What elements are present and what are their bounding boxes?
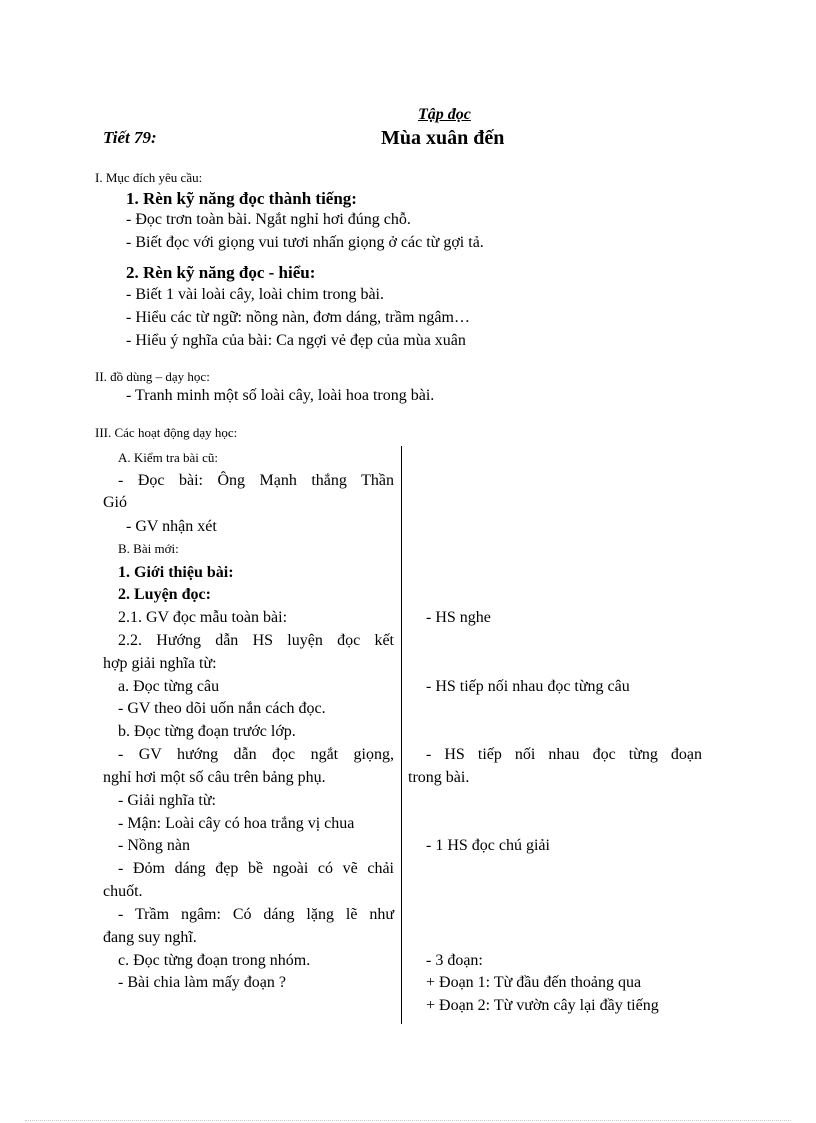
activity-line: - Nồng nàn: [118, 837, 190, 854]
activity-line: - GV nhận xét: [126, 518, 217, 535]
activity-line: - Đọc bài: Ông Mạnh thắng Thần: [118, 472, 394, 489]
activity-line: b. Đọc từng đoạn trước lớp.: [118, 723, 296, 740]
activity-line: - Giải nghĩa từ:: [118, 792, 216, 809]
column-divider: [401, 446, 402, 1024]
part-a-heading: A. Kiểm tra bài cũ:: [118, 450, 218, 465]
activity-line: - Đỏm dáng đẹp bề ngoài có vẽ chải: [118, 860, 394, 877]
student-activity: + Đoạn 2: Từ vườn cây lại đầy tiếng: [426, 997, 659, 1014]
student-activity: + Đoạn 1: Từ đầu đến thoảng qua: [426, 974, 642, 991]
activity-line: Gió: [103, 494, 127, 511]
activity-line: - Bài chia làm mấy đoạn ?: [118, 974, 286, 991]
objective-item: - Biết đọc với giọng vui tươi nhấn giọng ở các từ gợi tả.: [126, 234, 484, 251]
activity-line: chuốt.: [103, 883, 143, 900]
activity-line: 2.1. GV đọc mẫu toàn bài:: [118, 609, 288, 626]
activity-line: - Trầm ngâm: Có dáng lặng lẽ như: [118, 906, 394, 923]
student-activity: - HS nghe: [426, 609, 491, 626]
subsection-2-heading: 2. Rèn kỹ năng đọc - hiểu:: [126, 263, 316, 282]
activity-line: a. Đọc từng câu: [118, 678, 220, 695]
activity-line: đang suy nghĩ.: [103, 929, 197, 946]
objective-item: - Hiểu ý nghĩa của bài: Ca ngợi vẻ đẹp của mùa xuân: [126, 332, 466, 349]
materials-item: - Tranh minh một số loài cây, loài hoa trong bài.: [126, 387, 435, 404]
objective-item: - Đọc trơn toàn bài. Ngắt nghỉ hơi đúng chỗ.: [126, 211, 411, 228]
section-1-heading: I. Mục đích yêu cầu:: [95, 170, 203, 185]
activity-line: nghỉ hơi một số câu trên bảng phụ.: [103, 769, 326, 786]
activity-line: hợp giải nghĩa từ:: [103, 655, 217, 672]
page-footer-rule: [25, 1120, 791, 1121]
student-activity: - 1 HS đọc chú giải: [426, 837, 550, 854]
section-3-heading: III. Các hoạt động dạy học:: [95, 425, 238, 440]
student-activity: - 3 đoạn:: [426, 952, 483, 969]
student-activity: - HS tiếp nối nhau đọc từng câu: [426, 678, 630, 695]
part-b-heading: B. Bài mới:: [118, 541, 179, 556]
activity-line: - GV hướng dẫn đọc ngắt giọng,: [118, 746, 394, 763]
page-title: Mùa xuân đến: [381, 127, 505, 149]
activity-line: - Mận: Loài cây có hoa trắng vị chua: [118, 815, 355, 832]
activity-line: - GV theo dõi uốn nắn cách đọc.: [118, 700, 326, 717]
objective-item: - Hiểu các từ ngữ: nồng nàn, đơm dáng, trầm ngâm…: [126, 309, 470, 326]
section-2-heading: II. đồ dùng – dạy học:: [95, 369, 210, 384]
activity-line: 2.2. Hướng dẫn HS luyện đọc kết: [118, 632, 394, 649]
objective-item: - Biết 1 vài loài cây, loài chim trong bài.: [126, 286, 384, 303]
practice-heading: 2. Luyện đọc:: [118, 586, 211, 603]
intro-heading: 1. Giới thiệu bài:: [118, 564, 234, 581]
subsection-1-heading: 1. Rèn kỹ năng đọc thành tiếng:: [126, 189, 357, 208]
subject-label: Tập đọc: [418, 106, 471, 123]
student-activity: - HS tiếp nối nhau đọc từng đoạn: [426, 746, 702, 763]
student-activity: trong bài.: [408, 769, 470, 786]
lesson-number: Tiết 79:: [103, 128, 157, 147]
activity-line: c. Đọc từng đoạn trong nhóm.: [118, 952, 311, 969]
